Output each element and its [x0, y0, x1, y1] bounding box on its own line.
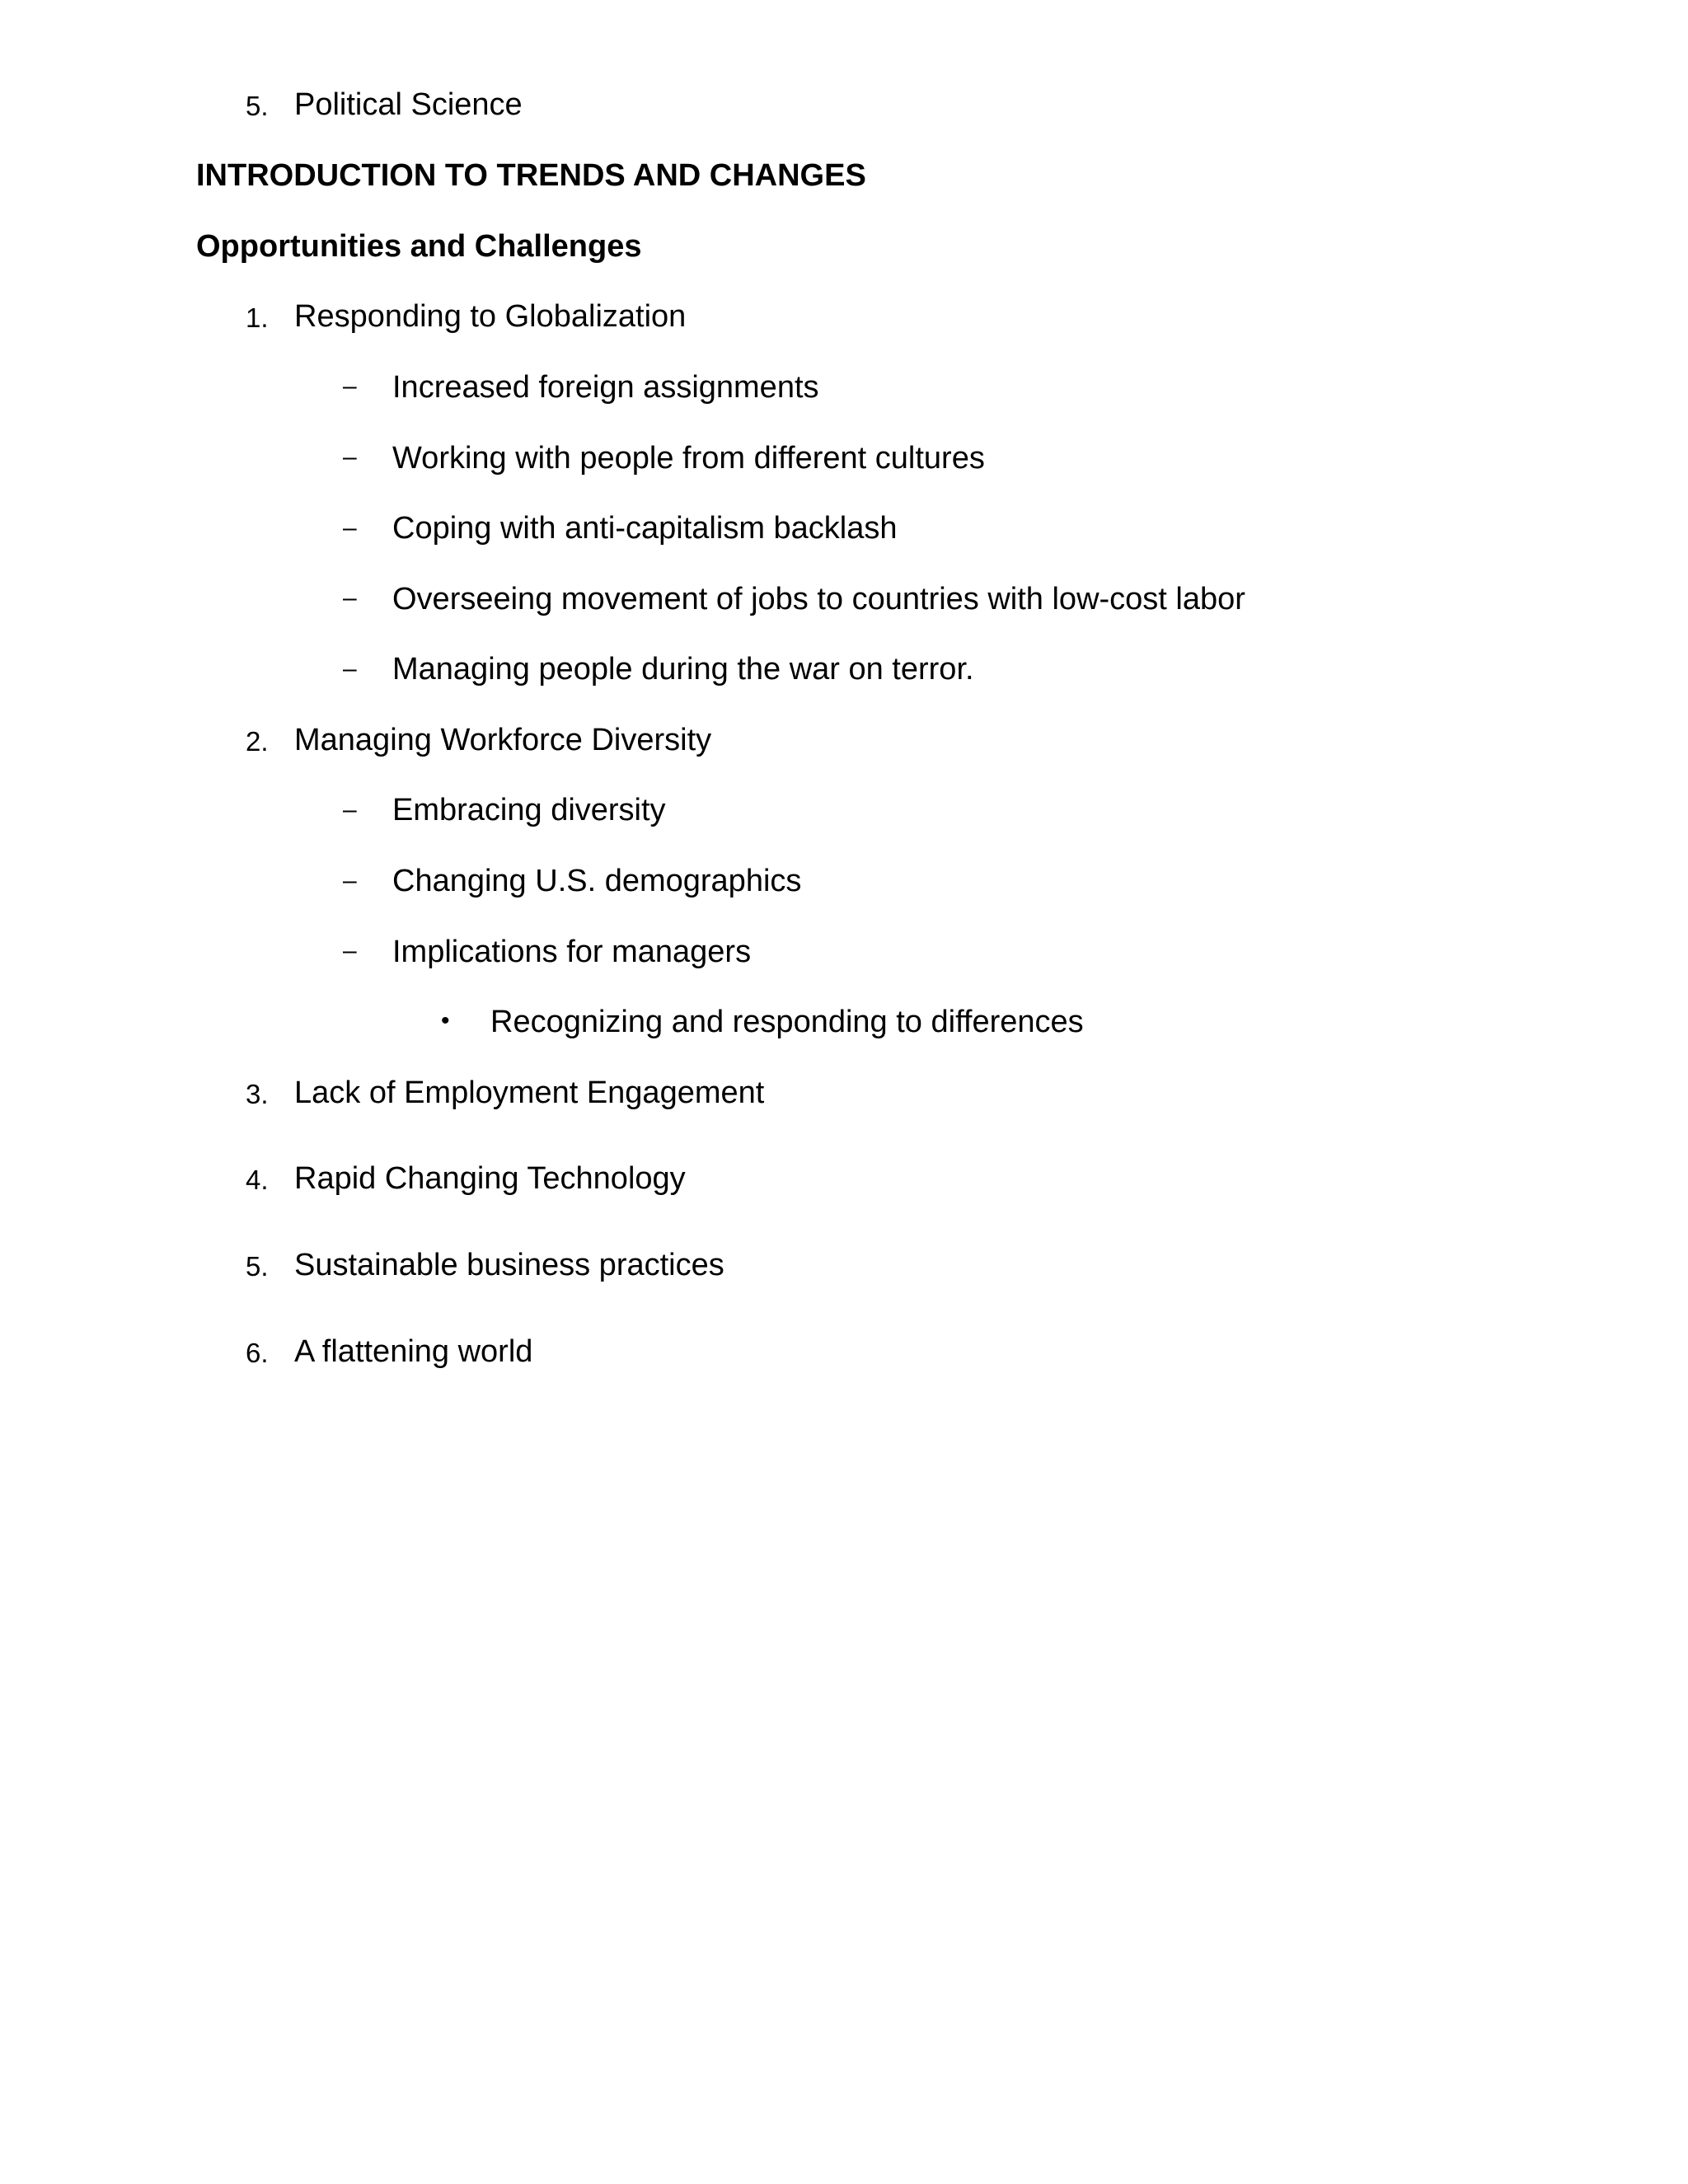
sub-item-text: Coping with anti-capitalism backlash [392, 511, 898, 546]
section-heading: INTRODUCTION TO TRENDS AND CHANGES [196, 158, 866, 193]
dash-marker: – [343, 373, 357, 400]
dash-marker: – [343, 443, 357, 471]
list-number: 4. [246, 1165, 269, 1195]
dash-marker: – [343, 584, 357, 612]
bullet-marker: • [441, 1007, 450, 1034]
sub-item-text: Increased foreign assignments [392, 370, 819, 405]
list-item-text: Managing Workforce Diversity [294, 723, 712, 757]
bullet-item-text: Recognizing and responding to differences [490, 1005, 1084, 1039]
sub-item-text: Managing people during the war on terror. [392, 652, 974, 687]
dash-marker: – [343, 867, 357, 894]
dash-marker: – [343, 514, 357, 541]
list-number: 3. [246, 1079, 269, 1109]
dash-marker: – [343, 796, 357, 823]
dash-marker: – [343, 655, 357, 682]
list-item-text: Lack of Employment Engagement [294, 1076, 765, 1110]
list-item-text: Sustainable business practices [294, 1248, 724, 1282]
sub-item-text: Implications for managers [392, 935, 752, 969]
list-number: 6. [246, 1338, 269, 1368]
dash-marker: – [343, 937, 357, 964]
list-item-text: A flattening world [294, 1334, 533, 1369]
list-item-text: Rapid Changing Technology [294, 1161, 686, 1196]
list-number: 1. [246, 302, 269, 333]
sub-item-text: Embracing diversity [392, 793, 666, 827]
list-number: 2. [246, 726, 269, 757]
list-number: 5. [246, 91, 269, 121]
subsection-heading: Opportunities and Challenges [196, 229, 642, 264]
list-number: 5. [246, 1251, 269, 1282]
sub-item-text: Overseeing movement of jobs to countries with low-cost labor [392, 582, 1245, 616]
sub-item-text: Changing U.S. demographics [392, 864, 802, 898]
list-item-text: Political Science [294, 87, 523, 122]
sub-item-text: Working with people from different cultures [392, 441, 985, 476]
list-item-text: Responding to Globalization [294, 299, 687, 334]
